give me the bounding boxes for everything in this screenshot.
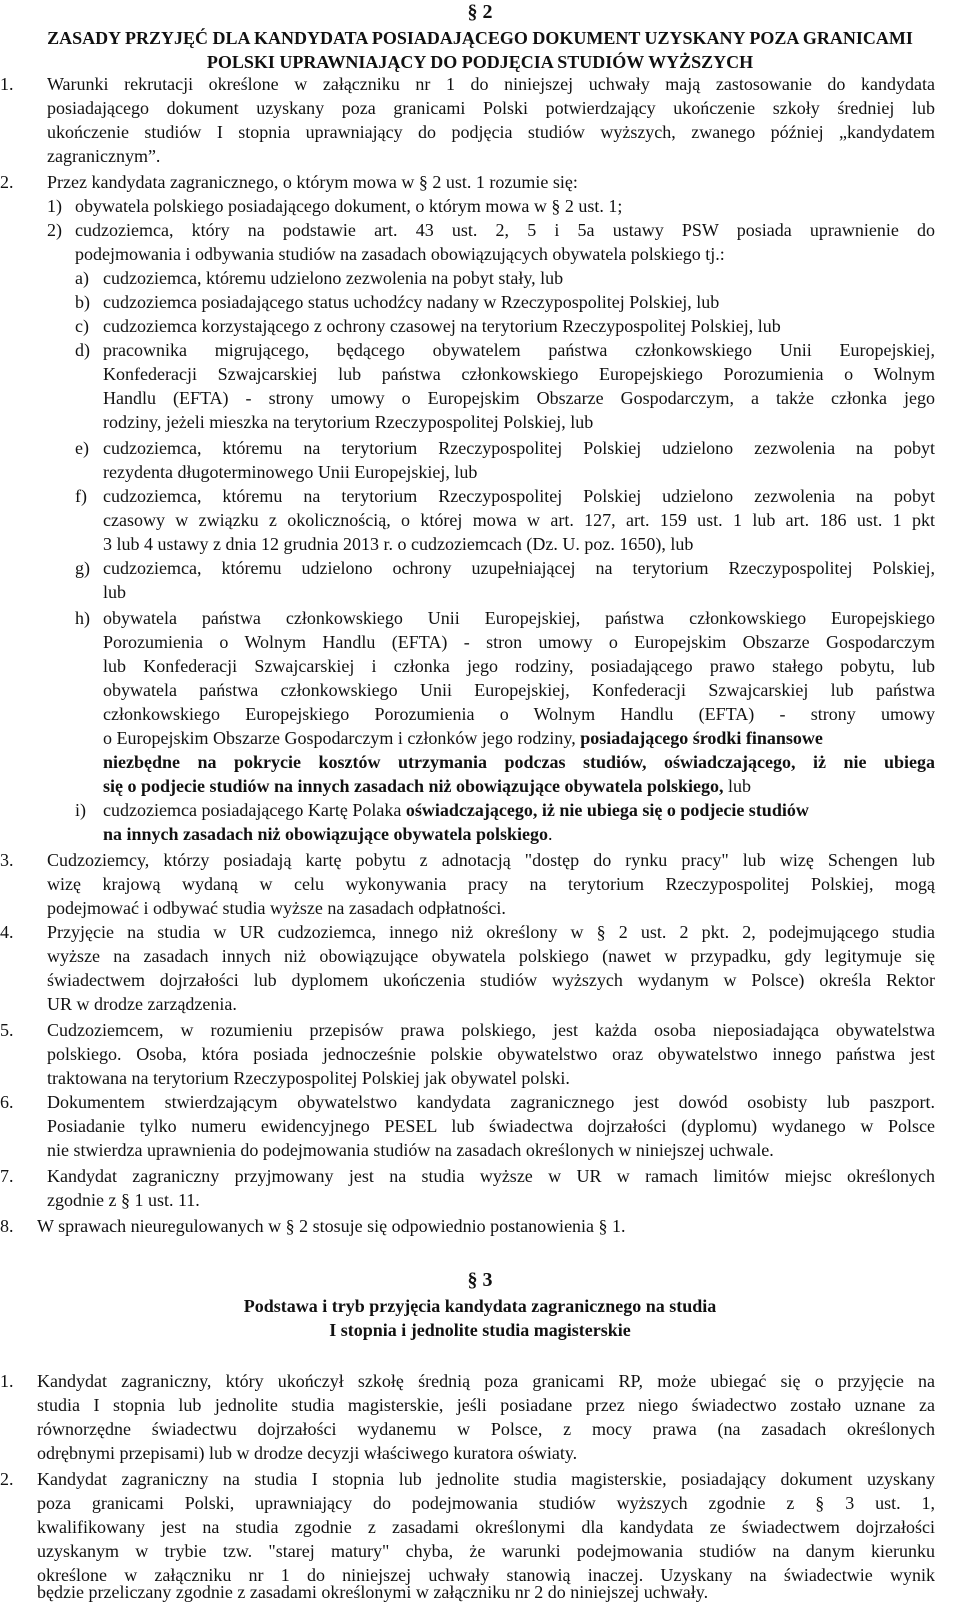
bold-text: posiadającego środki finansowe (580, 728, 823, 748)
paragraph-number: 6. (0, 1092, 14, 1112)
sub-item-e (0, 436, 960, 460)
sub-item-c (0, 314, 960, 338)
sub-item-h-line (0, 678, 960, 702)
sub-item-text (103, 822, 553, 846)
sub-item-letter: e) (75, 438, 89, 458)
paragraph-text: będzie przeliczany zgodnie z zasadami określonymi w załączniku nr 2 do niniejszej uchwały. (37, 1582, 709, 1602)
paragraph-6-line (0, 1138, 960, 1162)
paragraph-1-line (0, 96, 960, 120)
sub-item-h-line (0, 726, 960, 750)
section-2-number: § 2 (467, 1, 493, 23)
paragraph-text: zagranicznym”. (47, 146, 161, 166)
section-3-paragraph-2-line (0, 1491, 960, 1515)
sub-item-text (103, 774, 751, 798)
sub-item-h-line (0, 630, 960, 654)
sub-item-text: cudzoziemca korzystającego z ochrony czasowej na terytorium Rzeczypospolitej Polskiej, lub (103, 316, 781, 336)
section-3-paragraph-2-line (0, 1539, 960, 1563)
paragraph-number: 3. (0, 850, 14, 870)
sub-item-text: cudzoziemca, któremu udzielono zezwolenia na pobyt stały, lub (103, 268, 564, 288)
section-3-number: § 3 (467, 1269, 493, 1291)
sub-item-text: lub Konfederacji Szwajcarskiej i członka jego rodziny, posiadającego prawo stałego pobytu, lub (103, 656, 935, 676)
sub-item-d-line (0, 410, 960, 434)
paragraph-text: kwalifikowany jest na studia zgodnie z zasadami określonymi dla kandydata ze świadectwem dojrzałości (37, 1517, 935, 1537)
section-3-paragraph-2-line (0, 1580, 960, 1604)
sub-item-text: 3 lub 4 ustawy z dnia 12 grudnia 2013 r. o cudzoziemcach (Dz. U. poz. 1650), lub (103, 534, 694, 554)
sub-item-text: Konfederacji Szwajcarskiej lub państwa członkowskiego Europejskiego Porozumienia o Wolnym (103, 364, 935, 384)
paragraph-number: 2. (0, 1469, 14, 1489)
sub-item-text: obywatela państwa członkowskiego Unii Europejskiej, Konfederacji Szwajcarskiej lub państwa (103, 680, 935, 700)
paragraph-4-line (0, 968, 960, 992)
sub-item-h-line (0, 750, 960, 774)
sub-item-g (0, 556, 960, 580)
list-number: 2) (47, 220, 62, 240)
list-text: obywatela polskiego posiadającego dokument, o którym mowa w § 2 ust. 1; (75, 196, 623, 216)
sub-item-text (103, 798, 809, 822)
sub-item-i-line (0, 822, 960, 846)
paragraph-text: traktowana na terytorium Rzeczypospolitej Polskiej jak obywatel polski. (47, 1068, 570, 1088)
paragraph-4-line (0, 944, 960, 968)
bold-text: na innych zasadach niż obowiązujące obywatela polskiego (103, 824, 549, 844)
sub-item-g-line (0, 580, 960, 604)
paragraph-3 (0, 848, 960, 872)
sub-item-a (0, 266, 960, 290)
sub-item-text: obywatela państwa członkowskiego Unii Europejskiej, państwa członkowskiego Europejskiego (103, 608, 935, 628)
section-3-paragraph-1-line (0, 1417, 960, 1441)
sub-item-f-line (0, 532, 960, 556)
section-2-title-line-2: POLSKI UPRAWNIAJĄCY DO PODJĘCIA STUDIÓW WYŻSZYCH (206, 52, 754, 72)
list-number: 1) (47, 196, 62, 216)
sub-item-d-line (0, 386, 960, 410)
paragraph-5-line (0, 1066, 960, 1090)
section-3-paragraph-2 (0, 1467, 960, 1491)
paragraph-text: studia I stopnia lub jednolite studia magisterskie, jeśli posiadane przez niego świadectwo zostało uznane za (37, 1395, 935, 1415)
paragraph-number: 1. (0, 74, 14, 94)
paragraph-text: ukończenie studiów I stopnia uprawniający do podjęcia studiów wyższych, zwanego później „kandydatem (47, 122, 935, 142)
section-2-title-line-1: ZASADY PRZYJĘĆ DLA KANDYDATA POSIADAJĄCEGO DOKUMENT UZYSKANY POZA GRANICAMI (47, 28, 913, 48)
sub-item-d-line (0, 362, 960, 386)
paragraph-text: wyższe na zasadach innych niż obowiązujące obywatela polskiego (nawet w przypadku, gdy legitymuje się (47, 946, 935, 966)
sub-item-h (0, 606, 960, 630)
sub-item-letter: f) (75, 486, 87, 506)
paragraph-text: Dokumentem stwierdzającym obywatelstwo kandydata zagranicznego jest dowód osobisty lub paszport. (47, 1092, 935, 1112)
section-3-paragraph-1-line (0, 1393, 960, 1417)
paragraph-text: Kandydat zagraniczny na studia I stopnia lub jednolite studia magisterskie, posiadający dokument uzyskany (37, 1469, 935, 1489)
paragraph-text: Cudzoziemcy, którzy posiadają kartę pobytu z adnotacją "dostęp do rynku pracy" lub wizę Schengen lub (47, 850, 935, 870)
section-3-paragraph-1-line (0, 1441, 960, 1465)
paragraph-text: W sprawach nieuregulowanych w § 2 stosuje się odpowiednio postanowienia § 1. (37, 1216, 626, 1236)
list-item-2 (0, 218, 960, 242)
paragraph-7 (0, 1164, 960, 1188)
paragraph-1-line (0, 120, 960, 144)
normal-text: lub (723, 776, 752, 796)
sub-item-letter: b) (75, 292, 90, 312)
normal-text: . (548, 824, 553, 844)
paragraph-text: wizę krajową wydaną w celu wykonywania pracy na terytorium Rzeczypospolitej Polskiej, mogą (47, 874, 935, 894)
section-3-paragraph-1 (0, 1369, 960, 1393)
sub-item-h-line (0, 654, 960, 678)
sub-item-text: członkowskiego Europejskiego Porozumienia o Wolnym Handlu (EFTA) - strony umowy (103, 704, 935, 724)
section-3-paragraph-2-line (0, 1515, 960, 1539)
paragraph-text: świadectwem dojrzałości lub dyplomem ukończenia studiów wyższych wydanym w Polsce) określa Rektor (47, 970, 935, 990)
bold-text: się o podjecie studiów na innych zasadach niż obowiązujące obywatela polskiego, (103, 776, 724, 796)
sub-item-f-line (0, 508, 960, 532)
paragraph-6-line (0, 1114, 960, 1138)
sub-item-text: czasowy w związku z okolicznością, o której mowa w art. 127, art. 159 ust. 1 lub art. 186 ust. 1 pkt (103, 510, 935, 530)
bold-text: niezbędne na pokrycie kosztów utrzymania podczas studiów, oświadczającego, iż nie ubiega (103, 752, 935, 772)
paragraph-text: nie stwierdza uprawnienia do podejmowania studiów na zasadach określonych w niniejszej uchwale. (47, 1140, 774, 1160)
sub-item-letter: h) (75, 608, 90, 628)
paragraph-7-line (0, 1188, 960, 1212)
sub-item-text: cudzoziemca, któremu udzielono ochrony uzupełniającej na terytorium Rzeczypospolitej Polskiej, (103, 558, 935, 578)
sub-item-letter: d) (75, 340, 90, 360)
paragraph-text: uzyskanym w trybie tzw. "starej matury" chyba, że warunki podejmowania studiów na danym kierunku (37, 1541, 935, 1561)
paragraph-3-line (0, 872, 960, 896)
paragraph-text: równorzędne świadectwu dojrzałości wydanemu w Polsce, z mocy prawa (na zasadach określonych (37, 1419, 935, 1439)
paragraph-1 (0, 72, 960, 96)
sub-item-text: cudzoziemca posiadającego status uchodźcy nadany w Rzeczypospolitej Polskiej, lub (103, 292, 720, 312)
sub-item-h-line (0, 774, 960, 798)
list-item-2-line (0, 242, 960, 266)
sub-item-text: cudzoziemca, któremu na terytorium Rzeczypospolitej Polskiej udzielono zezwolenia na pobyt (103, 438, 935, 458)
sub-item-text: rodziny, jeżeli mieszka na terytorium Rzeczypospolitej Polskiej, lub (103, 412, 594, 432)
bold-text: oświadczającego, iż nie ubiega się o podjecie studiów (405, 800, 809, 820)
normal-text: cudzoziemca posiadającego Kartę Polaka (103, 800, 406, 820)
paragraph-2 (0, 170, 960, 194)
paragraph-number: 5. (0, 1020, 14, 1040)
sub-item-text: Handlu (EFTA) - strony umowy o Europejskim Obszarze Gospodarczym, a także członka jego (103, 388, 935, 408)
sub-item-text: lub (103, 582, 127, 602)
sub-item-letter: a) (75, 268, 89, 288)
paragraph-4 (0, 920, 960, 944)
sub-item-letter: c) (75, 316, 89, 336)
sub-item-text: cudzoziemca, któremu na terytorium Rzeczypospolitej Polskiej udzielono zezwolenia na pobyt (103, 486, 935, 506)
sub-item-e-line (0, 460, 960, 484)
paragraph-text: podejmować i odbywać studia wyższe na zasadach odpłatności. (47, 898, 506, 918)
paragraph-3-line (0, 896, 960, 920)
paragraph-number: 2. (0, 172, 14, 192)
paragraph-number: 4. (0, 922, 14, 942)
paragraph-text: Warunki rekrutacji określone w załączniku nr 1 do niniejszej uchwały mają zastosowanie do kandydata (47, 74, 935, 94)
paragraph-text: UR w drodze zarządzenia. (47, 994, 237, 1014)
sub-item-i (0, 798, 960, 822)
paragraph-text: polskiego. Osoba, która posiada jednocześnie polskie obywatelstwo oraz obywatelstwo innego państwa jest (47, 1044, 935, 1064)
paragraph-number: 7. (0, 1166, 14, 1186)
sub-item-letter: g) (75, 558, 90, 578)
section-3-title-line-1: Podstawa i tryb przyjęcia kandydata zagranicznego na studia (243, 1296, 717, 1316)
paragraph-4-line (0, 992, 960, 1016)
paragraph-6 (0, 1090, 960, 1114)
sub-item-d (0, 338, 960, 362)
sub-item-text: pracownika migrującego, będącego obywatelem państwa członkowskiego Unii Europejskiej, (103, 340, 935, 360)
paragraph-text: Kandydat zagraniczny, który ukończył szkołę średnią poza granicami RP, może ubiegać się o przyjęcie na (37, 1371, 935, 1391)
paragraph-text: Przez kandydata zagranicznego, o którym mowa w § 2 ust. 1 rozumie się: (47, 172, 578, 192)
paragraph-text: określone w załączniku nr 1 do niniejszej uchwały stanowią inaczej. Uzyskany na świadectwie wynik (37, 1565, 935, 1585)
normal-text: o Europejskim Obszarze Gospodarczym i członków jego rodziny, (103, 728, 581, 748)
section-3-title-line-2: I stopnia i jednolite studia magisterskie (329, 1320, 631, 1340)
paragraph-5-line (0, 1042, 960, 1066)
paragraph-text: Cudzoziemcem, w rozumieniu przepisów prawa polskiego, jest każda osoba nieposiadająca obywatelstwa (47, 1020, 935, 1040)
list-text: cudzoziemca, który na podstawie art. 43 ust. 2, 5 i 5a ustawy PSW posiada uprawnienie do (75, 220, 935, 240)
sub-item-f (0, 484, 960, 508)
sub-item-h-line (0, 702, 960, 726)
paragraph-1-line (0, 144, 960, 168)
list-item-1 (0, 194, 960, 218)
paragraph-text: Kandydat zagraniczny przyjmowany jest na studia wyższe w UR w ramach limitów miejsc określonych (47, 1166, 935, 1186)
paragraph-text: Przyjęcie na studia w UR cudzoziemca, innego niż określony w § 2 ust. 2 pkt. 2, podejmującego studia (47, 922, 935, 942)
paragraph-text: odrębnymi przepisami) lub w drodze decyzji właściwego kuratora oświaty. (37, 1443, 578, 1463)
sub-item-text: rezydenta długoterminowego Unii Europejskiej, lub (103, 462, 478, 482)
sub-item-b (0, 290, 960, 314)
list-text: podejmowania i odbywania studiów na zasadach obowiązujących obywatela polskiego tj.: (75, 244, 725, 264)
sub-item-text (103, 726, 823, 750)
paragraph-text: poza granicami Polski, uprawniający do podejmowania studiów wyższych zgodnie z § 3 ust. 1, (37, 1493, 935, 1513)
paragraph-5 (0, 1018, 960, 1042)
paragraph-number: 1. (0, 1371, 14, 1391)
paragraph-8 (0, 1214, 960, 1238)
paragraph-text: zgodnie z § 1 ust. 11. (47, 1190, 200, 1210)
sub-item-text: Porozumienia o Wolnym Handlu (EFTA) - stron umowy o Europejskim Obszarze Gospodarczym (103, 632, 935, 652)
sub-item-letter: i) (75, 800, 86, 820)
paragraph-text: posiadającego dokument uzyskany poza granicami Polski potwierdzający ukończenie szkoły średniej lub (47, 98, 935, 118)
paragraph-text: Posiadanie tylko numeru ewidencyjnego PESEL lub świadectwa dojrzałości (dyplomu) wydanego w Polsce (47, 1116, 935, 1136)
paragraph-number: 8. (0, 1216, 14, 1236)
